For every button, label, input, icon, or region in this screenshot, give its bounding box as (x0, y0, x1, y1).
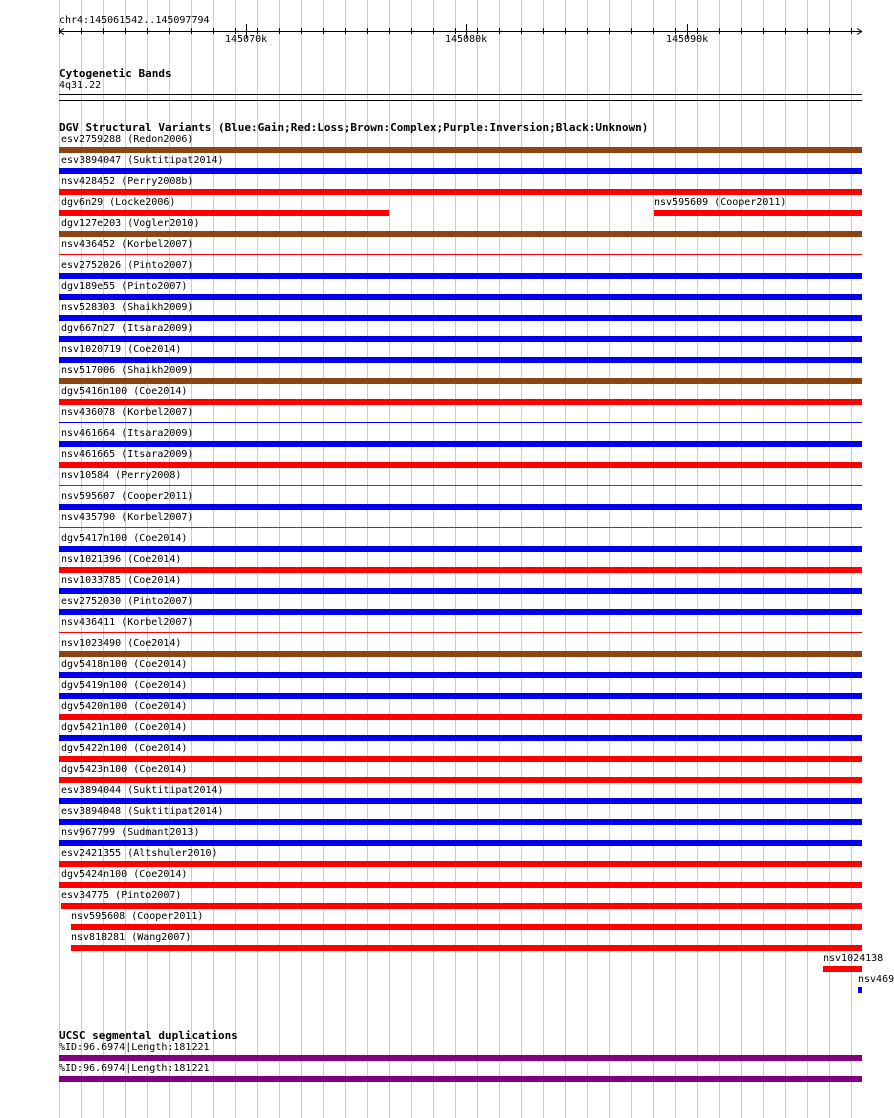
dgv-feature-label: dgv5420n100 (Coe2014) (61, 701, 188, 712)
dgv-feature-label: dgv5423n100 (Coe2014) (61, 764, 188, 775)
dgv-track-title[interactable]: DGV Structural Variants (Blue:Gain;Red:Loss;Brown:Complex;Purple:Inversion;Black:Unknown) (59, 121, 649, 134)
dgv-feature-label: dgv6n29 (Locke2006) (61, 197, 176, 208)
dgv-feature-label: nsv436411 (Korbel2007) (61, 617, 194, 628)
cytoband-track-title[interactable]: Cytogenetic Bands (59, 67, 172, 80)
dgv-feature-label: nsv436078 (Korbel2007) (61, 407, 194, 418)
dgv-feature-label: dgv5422n100 (Coe2014) (61, 743, 188, 754)
ruler-axis (0, 0, 890, 60)
dgv-feature-label: nsv469 (858, 974, 894, 985)
dgv-feature-label: esv3894044 (Suktitipat2014) (61, 785, 224, 796)
dgv-feature-label: esv2752026 (Pinto2007) (61, 260, 194, 271)
dgv-feature-label: dgv5421n100 (Coe2014) (61, 722, 188, 733)
dgv-feature-label: dgv5424n100 (Coe2014) (61, 869, 188, 880)
dgv-feature-label: dgv5418n100 (Coe2014) (61, 659, 188, 670)
ruler-tick-label: 145080k (445, 34, 488, 45)
dgv-feature-label: nsv595608 (Cooper2011) (71, 911, 204, 922)
segdup-track-title[interactable]: UCSC segmental duplications (59, 1029, 238, 1042)
dgv-feature-label: dgv127e203 (Vogler2010) (61, 218, 200, 229)
dgv-feature-label: dgv5417n100 (Coe2014) (61, 533, 188, 544)
dgv-feature-label: nsv1023490 (Coe2014) (61, 638, 182, 649)
dgv-feature-label: nsv818281 (Wang2007) (71, 932, 192, 943)
ruler-position: chr4:145061542..145097794 (59, 15, 210, 26)
dgv-feature-label: nsv1033785 (Coe2014) (61, 575, 182, 586)
dgv-feature-label: nsv461664 (Itsara2009) (61, 428, 194, 439)
dgv-feature-label: nsv435790 (Korbel2007) (61, 512, 194, 523)
dgv-feature-label: esv2421355 (Altshuler2010) (61, 848, 218, 859)
dgv-feature-label: nsv436452 (Korbel2007) (61, 239, 194, 250)
dgv-feature-label: dgv667n27 (Itsara2009) (61, 323, 194, 334)
dgv-feature-label: nsv595607 (Cooper2011) (61, 491, 194, 502)
dgv-feature-label: nsv517006 (Shaikh2009) (61, 365, 194, 376)
dgv-feature-label: nsv967799 (Sudmant2013) (61, 827, 200, 838)
cytoband-label: 4q31.22 (59, 80, 102, 91)
dgv-feature-label: nsv10584 (Perry2008) (61, 470, 182, 481)
dgv-feature-label: esv2752030 (Pinto2007) (61, 596, 194, 607)
dgv-feature-label: dgv189e55 (Pinto2007) (61, 281, 188, 292)
segdup-feature-label: %ID:96.6974|Length:181221 (59, 1042, 210, 1053)
ruler-tick-label: 145070k (225, 34, 268, 45)
dgv-feature-label: nsv1024138 (823, 953, 884, 964)
dgv-feature-label: nsv1021396 (Coe2014) (61, 554, 182, 565)
cytoband-line (59, 94, 862, 95)
dgv-feature-label: nsv595609 (Cooper2011) (654, 197, 787, 208)
segdup-feature-label: %ID:96.6974|Length:181221 (59, 1063, 210, 1074)
dgv-feature-label: esv2759288 (Redon2006) (61, 134, 194, 145)
dgv-feature-label: nsv461665 (Itsara2009) (61, 449, 194, 460)
dgv-feature-label: nsv528303 (Shaikh2009) (61, 302, 194, 313)
dgv-feature-label: dgv5416n100 (Coe2014) (61, 386, 188, 397)
dgv-feature-label: dgv5419n100 (Coe2014) (61, 680, 188, 691)
dgv-feature-label: nsv1020719 (Coe2014) (61, 344, 182, 355)
ruler-tick-label: 145090k (666, 34, 709, 45)
dgv-feature-label: esv3894048 (Suktitipat2014) (61, 806, 224, 817)
cytoband-line (59, 100, 862, 101)
dgv-feature-label: esv3894047 (Suktitipat2014) (61, 155, 224, 166)
dgv-feature-label: nsv428452 (Perry2008b) (61, 176, 194, 187)
dgv-feature-label: esv34775 (Pinto2007) (61, 890, 182, 901)
